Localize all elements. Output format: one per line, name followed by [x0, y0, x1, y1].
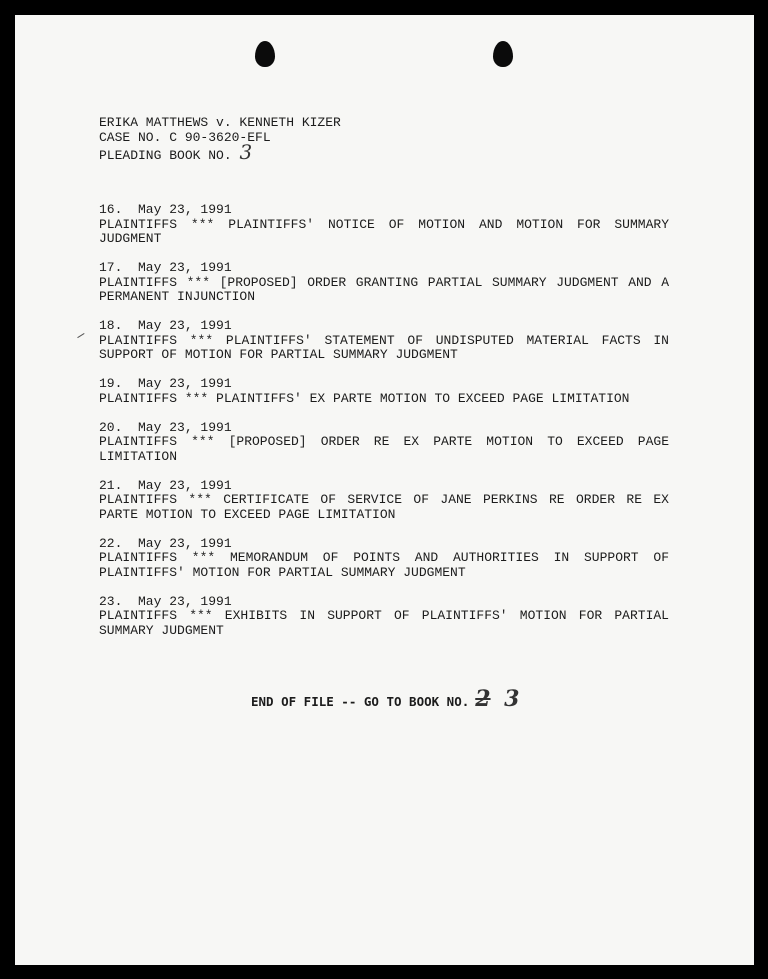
entry-description: PLAINTIFFS *** [PROPOSED] ORDER GRANTING PARTIAL SUMMARY JUDGMENT AND A PERMANENT INJUNCTION — [99, 274, 669, 304]
handwritten-next-book-number: 3 — [504, 686, 520, 712]
entry-description: PLAINTIFFS *** PLAINTIFFS' STATEMENT OF UNDISPUTED MATERIAL FACTS IN SUPPORT OF MOTION FOR PARTIAL SUMMARY JUDGMENT — [99, 332, 669, 362]
entry-date: 18. May 23, 1991 — [99, 318, 232, 333]
entry-date: 16. May 23, 1991 — [99, 202, 232, 217]
entry-date: 22. May 23, 1991 — [99, 535, 232, 551]
end-of-file-note — [251, 686, 520, 712]
entry-list — [99, 203, 669, 653]
entry-description: PLAINTIFFS *** PLAINTIFFS' EX PARTE MOTION TO EXCEED PAGE LIMITATION — [99, 390, 630, 406]
list-item — [99, 261, 669, 305]
entry-date: 23. May 23, 1991 — [99, 593, 232, 609]
pleading-book-label: PLEADING BOOK NO. — [99, 148, 232, 163]
entry-date: 21. May 23, 1991 — [99, 477, 232, 493]
handwritten-book-number: 3 — [239, 140, 253, 164]
list-item — [99, 537, 669, 581]
entry-description: PLAINTIFFS *** EXHIBITS IN SUPPORT OF PLAINTIFFS' MOTION FOR PARTIAL SUMMARY JUDGMENT — [99, 608, 669, 638]
end-of-file-text: END OF FILE -- GO TO BOOK NO. — [251, 694, 470, 709]
case-header — [99, 116, 341, 164]
list-item — [99, 377, 669, 406]
entry-date: 19. May 23, 1991 — [99, 376, 232, 391]
case-title: ERIKA MATTHEWS v. KENNETH KIZER — [99, 115, 341, 130]
list-item — [99, 319, 669, 363]
check-mark — [77, 333, 85, 338]
list-item — [99, 479, 669, 523]
entry-description: PLAINTIFFS *** MEMORANDUM OF POINTS AND AUTHORITIES IN SUPPORT OF PLAINTIFFS' MOTION FOR PARTIAL SUMMARY JUDGMENT — [99, 550, 669, 580]
list-item — [99, 595, 669, 639]
list-item — [99, 421, 669, 465]
punch-hole — [255, 41, 275, 67]
entry-date: 17. May 23, 1991 — [99, 260, 232, 275]
list-item — [99, 203, 669, 247]
entry-date: 20. May 23, 1991 — [99, 419, 232, 435]
entry-description: PLAINTIFFS *** PLAINTIFFS' NOTICE OF MOTION AND MOTION FOR SUMMARY JUDGMENT — [99, 216, 669, 246]
handwritten-struck-number: 2 — [475, 686, 491, 712]
punch-hole — [493, 41, 513, 67]
entry-description: PLAINTIFFS *** [PROPOSED] ORDER RE EX PARTE MOTION TO EXCEED PAGE LIMITATION — [99, 434, 669, 464]
document-page — [15, 15, 754, 965]
case-number: CASE NO. C 90-3620-EFL — [99, 129, 271, 145]
entry-description: PLAINTIFFS *** CERTIFICATE OF SERVICE OF JANE PERKINS RE ORDER RE EX PARTE MOTION TO EXCEED PAGE LIMITATION — [99, 492, 669, 522]
